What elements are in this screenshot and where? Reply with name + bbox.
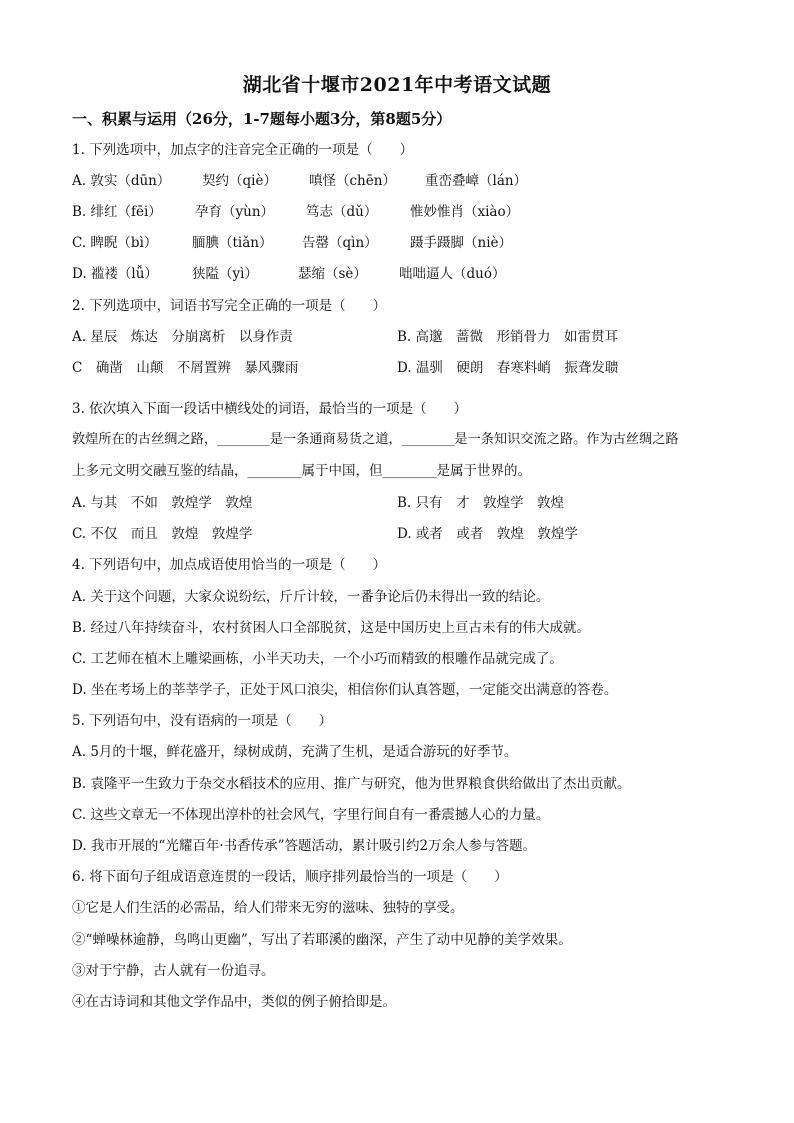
q1-option-c-4: 蹑手蹑脚（niè） <box>410 235 513 251</box>
q3-passage-line-2: 上多元文明交融互鉴的结晶，________属于中国，但________是属于世界的。 <box>72 463 531 479</box>
q1-option-c-1: C. 睥睨（bì） <box>72 235 158 251</box>
q1-option-c-3: 告罄（qìn） <box>302 235 378 251</box>
q6-sentence-2: ②“蝉噪林逾静，鸟鸣山更幽”，写出了若耶溪的幽深，产生了动中见静的美学效果。 <box>72 932 572 948</box>
q2-option-d: D. 温驯 硬朗 春寒料峭 振聋发聩 <box>397 360 619 376</box>
question-5-stem: 5. 下列语句中，没有语病的一项是（ ） <box>72 713 333 729</box>
q4-option-a: A. 关于这个问题，大家众说纷纭，斤斤计较，一番争论后仍未得出一致的结论。 <box>72 589 550 605</box>
q5-option-d: D. 我市开展的“光耀百年·书香传承”答题活动，累计吸引约2万余人参与答题。 <box>72 838 537 854</box>
q3-passage-line-1: 敦煌所在的古丝绸之路，________是一条通商易货之道，________是一条知识交流之路。作为古丝绸之路 <box>72 432 679 447</box>
q2-option-c: C 确凿 山颠 不屑置辨 暴风骤雨 <box>72 360 299 376</box>
q1-option-a-1: A. 敦实（dūn） <box>72 173 171 189</box>
section-heading: 一、积累与运用（26分，1-7题每小题3分，第8题5分） <box>72 110 452 128</box>
q2-option-b: B. 高邈 蔷微 形销骨力 如雷贯耳 <box>397 329 619 345</box>
q1-option-d-4: 咄咄逼人（duó） <box>399 266 506 282</box>
q1-option-d-2: 狭隘（yì） <box>192 266 258 282</box>
q1-option-a-3: 嗔怪（chēn） <box>309 173 396 189</box>
q1-option-b-1: B. 绯红（fēi） <box>72 204 162 220</box>
q1-option-d-1: D. 褴褛（lǚ） <box>72 266 158 282</box>
question-4-stem: 4. 下列语句中，加点成语使用恰当的一项是（ ） <box>72 557 387 573</box>
q4-option-b: B. 经过八年持续奋斗，农村贫困人口全部脱贫，这是中国历史上亘古未有的伟大成就。 <box>72 620 591 636</box>
q1-option-b-4: 惟妙惟肖（xiào） <box>410 204 520 220</box>
q1-option-c-2: 腼腆（tiǎn） <box>192 235 273 251</box>
q1-option-d-3: 瑟缩（sè） <box>298 266 367 282</box>
q4-option-d: D. 坐在考场上的莘莘学子，正处于风口浪尖，相信你们认真答题，一定能交出满意的答卷。 <box>72 682 618 698</box>
q1-option-a-2: 契约（qiè） <box>202 173 277 189</box>
q5-option-c: C. 这些文章无一不体现出淳朴的社会风气，字里行间自有一番震撼人心的力量。 <box>72 807 550 823</box>
q3-option-c: C. 不仅 而且 敦煌 敦煌学 <box>72 526 253 542</box>
question-6-stem: 6. 将下面句子组成语意连贯的一段话，顺序排列最恰当的一项是（ ） <box>72 869 508 885</box>
q2-option-a: A. 星辰 炼达 分崩离析 以身作责 <box>72 329 293 345</box>
q3-option-a: A. 与其 不如 敦煌学 敦煌 <box>72 495 253 511</box>
q1-option-b-3: 笃志（dǔ） <box>306 204 378 220</box>
q1-option-b-2: 孕育（yùn） <box>195 204 275 220</box>
q4-option-c: C. 工艺师在植木上雕梁画栋，小半天功夫，一个小巧而精致的根雕作品就完成了。 <box>72 651 563 667</box>
question-1-stem: 1. 下列选项中，加点字的注音完全正确的一项是（ ） <box>72 142 414 158</box>
q5-option-a: A. 5月的十堰，鲜花盛开，绿树成荫，充满了生机，是适合游玩的好季节。 <box>72 744 518 760</box>
q6-sentence-1: ①它是人们生活的必需品，给人们带来无穷的滋味、独特的享受。 <box>72 900 464 916</box>
q6-sentence-4: ④在古诗词和其他文学作品中，类似的例子俯拾即是。 <box>72 994 396 1010</box>
q3-option-d: D. 或者 或者 敦煌 敦煌学 <box>397 526 578 542</box>
page-title: 湖北省十堰市2021年中考语文试题 <box>242 74 552 96</box>
question-2-stem: 2. 下列选项中，词语书写完全正确的一项是（ ） <box>72 298 387 314</box>
q5-option-b: B. 袁隆平一生致力于杂交水稻技术的应用、推广与研究，他为世界粮食供给做出了杰出贡献。 <box>72 776 631 792</box>
q3-option-b: B. 只有 才 敦煌学 敦煌 <box>397 495 565 511</box>
q6-sentence-3: ③对于宁静，古人就有一份追寻。 <box>72 963 275 979</box>
question-3-stem: 3. 依次填入下面一段话中横线处的词语，最恰当的一项是（ ） <box>72 401 468 417</box>
q1-option-a-4: 重峦叠嶂（lán） <box>425 173 528 189</box>
